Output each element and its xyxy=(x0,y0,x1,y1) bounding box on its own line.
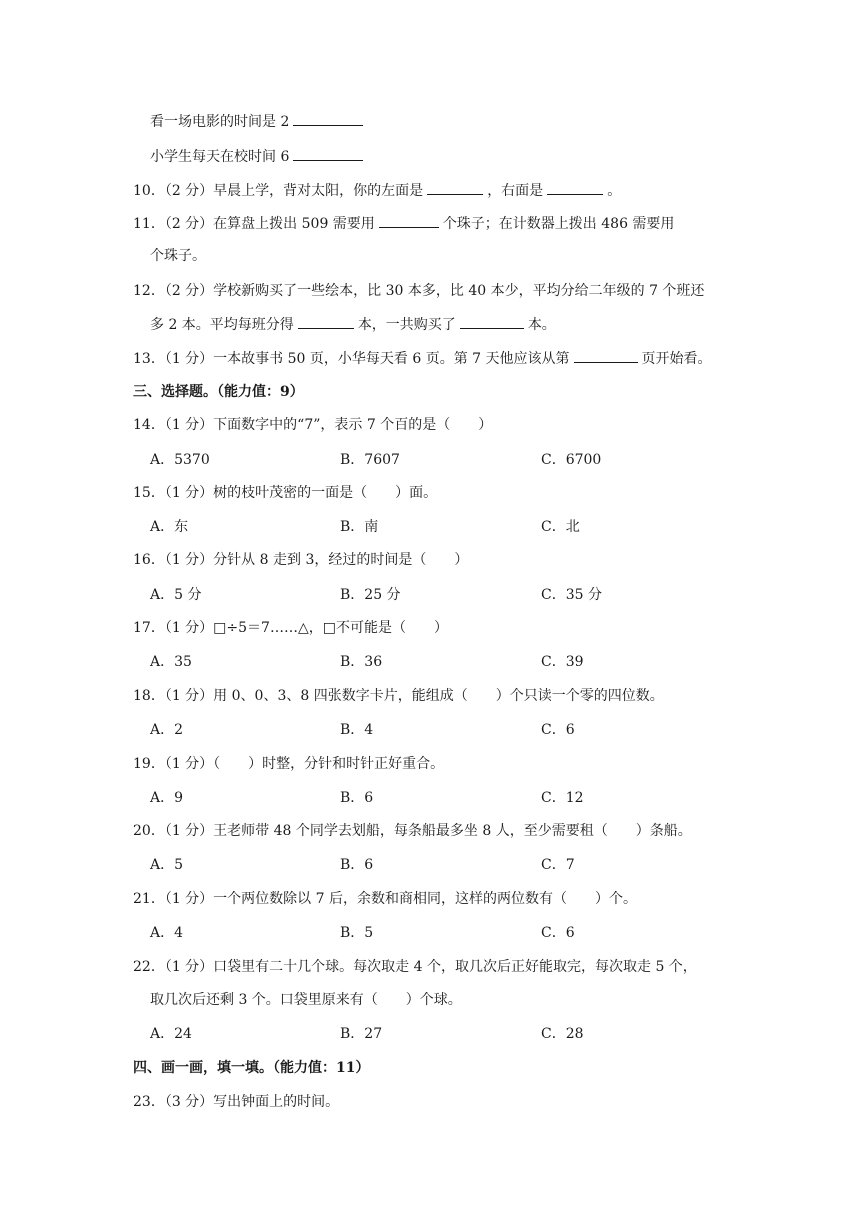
question-23: 23．（3 分）写出钟面上的时间。 xyxy=(133,1094,340,1110)
option-a[interactable]: A．5 分 xyxy=(150,587,202,603)
question-12: 12．（2 分）学校新购买了一些绘本，比 30 本多，比 40 本少，平均分给二年级的 7 个班还 xyxy=(133,283,705,299)
option-b[interactable]: B．6 xyxy=(340,857,374,873)
answer-blank[interactable] xyxy=(547,180,603,195)
option-a[interactable]: A．24 xyxy=(150,1026,192,1042)
option-c[interactable]: C．35 分 xyxy=(541,587,602,603)
option-b[interactable]: B．7607 xyxy=(340,452,400,468)
question-21: 21．（1 分）一个两位数除以 7 后，余数和商相同，这样的两位数有（ ）个。 xyxy=(133,891,637,907)
option-c[interactable]: C．6 xyxy=(541,722,575,738)
answer-blank[interactable] xyxy=(574,348,638,363)
question-14: 14．（1 分）下面数字中的“7”，表示 7 个百的是（ ） xyxy=(133,417,493,433)
option-c[interactable]: C．12 xyxy=(541,790,584,806)
option-c[interactable]: C．28 xyxy=(541,1026,584,1042)
option-b[interactable]: B．4 xyxy=(340,722,374,738)
option-a[interactable]: A．5 xyxy=(150,857,184,873)
option-a[interactable]: A．35 xyxy=(150,654,192,670)
question-22-cont: 取几次后还剩 3 个。口袋里原来有（ ）个球。 xyxy=(150,992,462,1008)
question-11-cont: 个珠子。 xyxy=(150,248,206,264)
question-11: 11．（2 分）在算盘上拨出 509 需要用 个珠子；在计数器上拨出 486 需要用 xyxy=(133,213,674,234)
question-22: 22．（1 分）口袋里有二十几个球。每次取走 4 个，取几次后正好能取完，每次取走 5 个， xyxy=(133,959,697,975)
option-a[interactable]: A．9 xyxy=(150,790,184,806)
question-18: 18．（1 分）用 0、0、3、8 四张数字卡片，能组成（ ）个只读一个零的四位数。 xyxy=(133,688,664,704)
option-c[interactable]: C．6 xyxy=(541,925,575,941)
answer-blank[interactable] xyxy=(427,180,483,195)
question-19: 19．（1 分）（ ）时整，分针和时针正好重合。 xyxy=(133,756,445,772)
q9-row-school: 小学生每天在校时间 6 xyxy=(150,146,367,167)
question-12-cont: 多 2 本。平均每班分得 本，一共购买了 本。 xyxy=(150,314,556,335)
option-b[interactable]: B．36 xyxy=(340,654,383,670)
answer-blank[interactable] xyxy=(293,146,363,161)
option-a[interactable]: A．东 xyxy=(150,519,189,535)
option-c[interactable]: C．7 xyxy=(541,857,575,873)
section-3-heading: 三、选择题。（能力值：9） xyxy=(133,384,304,400)
answer-blank[interactable] xyxy=(460,314,524,329)
question-15: 15．（1 分）树的枝叶茂密的一面是（ ）面。 xyxy=(133,485,438,501)
question-16: 16．（1 分）分针从 8 走到 3，经过的时间是（ ） xyxy=(133,552,469,568)
question-17: 17．（1 分）□÷5＝7……△，□不可能是（ ） xyxy=(133,620,448,636)
option-b[interactable]: B．5 xyxy=(340,925,374,941)
answer-blank[interactable] xyxy=(379,213,439,228)
answer-blank[interactable] xyxy=(293,111,363,126)
option-a[interactable]: A．5370 xyxy=(150,452,210,468)
q9-row-movie: 看一场电影的时间是 2 xyxy=(150,111,367,132)
option-a[interactable]: A．2 xyxy=(150,722,184,738)
question-20: 20．（1 分）王老师带 48 个同学去划船，每条船最多坐 8 人，至少需要租（ ）条船。 xyxy=(133,823,692,839)
question-10: 10．（2 分）早晨上学，背对太阳，你的左面是 ，右面是 。 xyxy=(133,180,621,201)
option-c[interactable]: C．6700 xyxy=(541,452,602,468)
option-c[interactable]: C．北 xyxy=(541,519,580,535)
option-b[interactable]: B．南 xyxy=(340,519,379,535)
option-c[interactable]: C．39 xyxy=(541,654,584,670)
section-4-heading: 四、画一画，填一填。（能力值：11） xyxy=(133,1060,370,1076)
option-b[interactable]: B．27 xyxy=(340,1026,383,1042)
option-b[interactable]: B．25 分 xyxy=(340,587,401,603)
option-b[interactable]: B．6 xyxy=(340,790,374,806)
option-a[interactable]: A．4 xyxy=(150,925,184,941)
question-13: 13．（1 分）一本故事书 50 页，小华每天看 6 页。第 7 天他应该从第 页开始看。 xyxy=(133,348,712,369)
answer-blank[interactable] xyxy=(298,314,354,329)
